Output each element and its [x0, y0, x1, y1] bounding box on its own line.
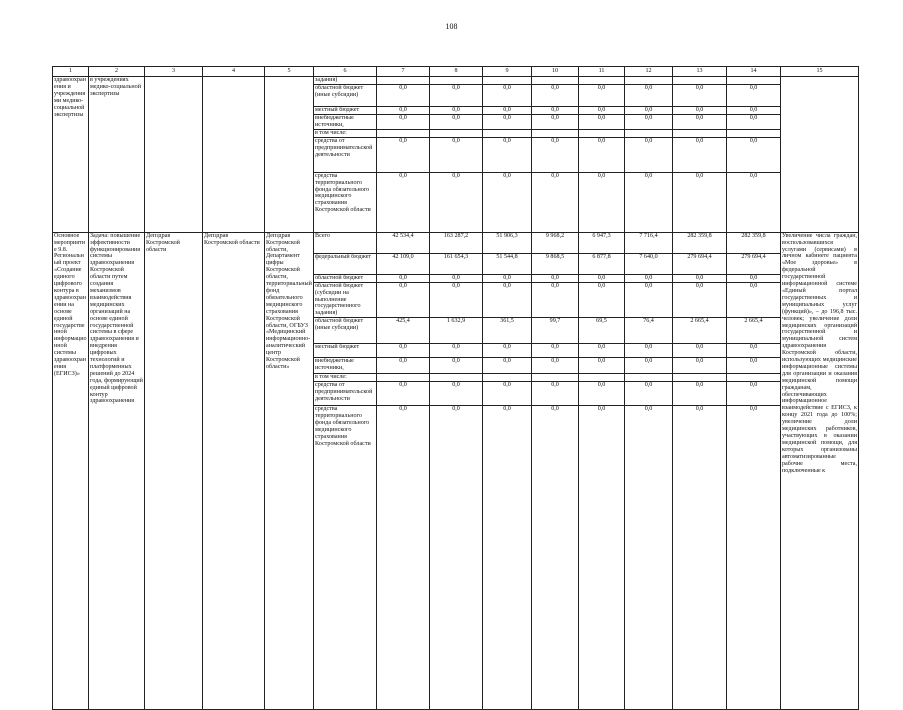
amount-cell: 0,0 [377, 85, 430, 107]
amount-cell: 99,7 [532, 318, 579, 344]
amount-cell: 0,0 [625, 382, 673, 406]
amount-cell: 361,5 [483, 318, 532, 344]
table-row [53, 232, 859, 253]
amount-cell: 51 906,3 [483, 232, 532, 253]
table-row [53, 77, 859, 85]
amount-cell [579, 129, 625, 137]
funding-source-label: областной бюджет (иные субсидии) [314, 318, 377, 344]
amount-cell: 0,0 [727, 358, 781, 374]
amount-cell: 0,0 [673, 85, 727, 107]
funding-source-label: внебюджетные источники, [314, 115, 377, 130]
amount-cell: 9 968,2 [532, 232, 579, 253]
amount-cell: 0,0 [377, 107, 430, 115]
amount-cell: 0,0 [579, 282, 625, 318]
amount-cell [377, 374, 430, 382]
expected-result: Увеличение числа граждан, воспользовавшихся услугами (сервисами) в личном кабинете пациента «Мое здоровье» в федеральной государственной информационной системе «Единый портал государственных и муниципальных услуг (функций)», – до 196,8 тыс. человек; увеличение доли медицинских организаций государственной и муниципальной систем здравоохранения Костромской области, использующих медицинские информационные системы для организации и оказания медицинской помощи гражданам, обеспечивающих информационное взаимодействие с ЕГИСЗ, к концу 2021 года до 100%; увеличение доли медицинских работников, участвующих в оказании медицинской помощи, для которых организованы автоматизированные рабочие места, подключенные к [781, 232, 859, 709]
column-header: 2 [89, 67, 145, 77]
funding-source-label: внебюджетные источники, [314, 358, 377, 374]
amount-cell: 0,0 [430, 115, 483, 130]
funding-source-label: федеральный бюджет [314, 253, 377, 274]
amount-cell: 0,0 [532, 274, 579, 282]
amount-cell: 0,0 [430, 344, 483, 358]
amount-cell: 0,0 [625, 282, 673, 318]
amount-cell: 0,0 [483, 382, 532, 406]
amount-cell: 163 287,2 [430, 232, 483, 253]
amount-cell: 0,0 [377, 172, 430, 232]
column-header: 1 [53, 67, 89, 77]
amount-cell [430, 374, 483, 382]
amount-cell: 0,0 [625, 406, 673, 710]
amount-cell: 0,0 [532, 344, 579, 358]
funding-source-label: Всего [314, 232, 377, 253]
amount-cell: 0,0 [377, 137, 430, 172]
amount-cell: 0,0 [579, 137, 625, 172]
amount-cell: 0,0 [673, 107, 727, 115]
amount-cell: 0,0 [377, 344, 430, 358]
amount-cell: 0,0 [727, 282, 781, 318]
amount-cell [727, 129, 781, 137]
amount-cell: 161 654,3 [430, 253, 483, 274]
funding-source-label: местный бюджет [314, 107, 377, 115]
column-header: 9 [483, 67, 532, 77]
column-header: 6 [314, 67, 377, 77]
amount-cell: 6 947,3 [579, 232, 625, 253]
column-header: 4 [203, 67, 265, 77]
amount-cell: 0,0 [673, 282, 727, 318]
amount-cell: 0,0 [430, 85, 483, 107]
amount-cell: 0,0 [377, 274, 430, 282]
funding-source-label: областной бюджет (иные субсидии) [314, 85, 377, 107]
amount-cell: 0,0 [377, 406, 430, 710]
amount-cell: 0,0 [727, 115, 781, 130]
amount-cell [483, 77, 532, 85]
amount-cell: 2 665,4 [673, 318, 727, 344]
participants [265, 77, 314, 233]
amount-cell [532, 129, 579, 137]
column-header: 5 [265, 67, 314, 77]
amount-cell: 0,0 [625, 358, 673, 374]
amount-cell: 0,0 [483, 85, 532, 107]
amount-cell: 0,0 [579, 344, 625, 358]
amount-cell: 0,0 [532, 358, 579, 374]
amount-cell: 2 665,4 [727, 318, 781, 344]
amount-cell: 0,0 [483, 107, 532, 115]
amount-cell: 0,0 [625, 274, 673, 282]
amount-cell: 0,0 [673, 274, 727, 282]
amount-cell: 0,0 [579, 382, 625, 406]
amount-cell: 0,0 [430, 137, 483, 172]
column-header: 10 [532, 67, 579, 77]
amount-cell: 9 868,5 [532, 253, 579, 274]
amount-cell: 0,0 [727, 274, 781, 282]
amount-cell: 0,0 [532, 172, 579, 232]
amount-cell: 0,0 [483, 274, 532, 282]
amount-cell: 0,0 [625, 137, 673, 172]
amount-cell [430, 129, 483, 137]
column-header: 3 [145, 67, 203, 77]
amount-cell [430, 77, 483, 85]
amount-cell: 0,0 [727, 406, 781, 710]
row-description: здравоохранения и учреждениями медико-социальной экспертизы [53, 77, 89, 233]
amount-cell: 0,0 [673, 382, 727, 406]
amount-cell: 0,0 [532, 406, 579, 710]
coexecutor [203, 77, 265, 233]
amount-cell [727, 374, 781, 382]
funding-source-label: задания) [314, 77, 377, 85]
amount-cell [377, 77, 430, 85]
amount-cell: 0,0 [673, 406, 727, 710]
amount-cell: 6 877,8 [579, 253, 625, 274]
page-number: 108 [445, 22, 458, 31]
amount-cell: 0,0 [377, 382, 430, 406]
amount-cell: 0,0 [430, 282, 483, 318]
amount-cell: 1 632,9 [430, 318, 483, 344]
amount-cell: 0,0 [727, 382, 781, 406]
amount-cell [673, 374, 727, 382]
amount-cell: 0,0 [579, 358, 625, 374]
amount-cell: 0,0 [532, 282, 579, 318]
amount-cell: 69,5 [579, 318, 625, 344]
amount-cell: 0,0 [532, 382, 579, 406]
amount-cell: 0,0 [579, 406, 625, 710]
amount-cell [625, 77, 673, 85]
amount-cell: 279 694,4 [727, 253, 781, 274]
column-header: 11 [579, 67, 625, 77]
header-row [53, 67, 859, 77]
funding-source-label: средства от предпринимательской деятельности [314, 137, 377, 172]
amount-cell: 0,0 [532, 107, 579, 115]
budget-table [52, 66, 859, 710]
amount-cell: 0,0 [483, 282, 532, 318]
amount-cell: 0,0 [483, 172, 532, 232]
column-header: 12 [625, 67, 673, 77]
amount-cell: 0,0 [377, 115, 430, 130]
amount-cell: 0,0 [430, 107, 483, 115]
amount-cell: 0,0 [377, 358, 430, 374]
amount-cell [673, 129, 727, 137]
funding-source-label: средства территориального фонда обязательного медицинского страхования Костромской области [314, 172, 377, 232]
expected-result [781, 77, 859, 233]
amount-cell [483, 374, 532, 382]
amount-cell [532, 374, 579, 382]
amount-cell: 42 109,0 [377, 253, 430, 274]
column-header: 8 [430, 67, 483, 77]
amount-cell: 0,0 [579, 172, 625, 232]
amount-cell: 0,0 [727, 344, 781, 358]
amount-cell: 0,0 [430, 382, 483, 406]
amount-cell [579, 374, 625, 382]
funding-source-label: местный бюджет [314, 344, 377, 358]
funding-source-label: в том числе: [314, 129, 377, 137]
amount-cell [625, 129, 673, 137]
amount-cell: 0,0 [430, 358, 483, 374]
row-task: в учреждениях медико-социальной экспертизы [89, 77, 145, 233]
amount-cell: 0,0 [430, 406, 483, 710]
amount-cell: 0,0 [579, 107, 625, 115]
amount-cell: 0,0 [625, 344, 673, 358]
amount-cell: 0,0 [727, 85, 781, 107]
amount-cell: 0,0 [483, 406, 532, 710]
amount-cell [625, 374, 673, 382]
amount-cell: 0,0 [625, 107, 673, 115]
amount-cell: 0,0 [625, 172, 673, 232]
amount-cell: 425,4 [377, 318, 430, 344]
amount-cell: 0,0 [483, 137, 532, 172]
participants: Депздрав Костромской области, Департамент цифры Костромской области, территориальный фонд обязательного медицинского страхования Костромской области, ОГБУЗ «Медицинский информационно-аналитический центр Костромской области» [265, 232, 314, 709]
amount-cell: 0,0 [579, 274, 625, 282]
funding-source-label: областной бюджет [314, 274, 377, 282]
responsible-executor [145, 77, 203, 233]
amount-cell: 0,0 [483, 115, 532, 130]
amount-cell: 0,0 [727, 107, 781, 115]
coexecutor: Депздрав Костромской области [203, 232, 265, 709]
amount-cell: 0,0 [532, 137, 579, 172]
amount-cell: 0,0 [377, 282, 430, 318]
row-description: Основное мероприятие 9.8. Региональный проект «Создание единого цифрового контура в здравоохранении на основе единой государственной информационной системы здравоохранения (ЕГИСЗ)» [53, 232, 89, 709]
amount-cell: 0,0 [673, 344, 727, 358]
column-header: 7 [377, 67, 430, 77]
funding-source-label: средства от предпринимательской деятельности [314, 382, 377, 406]
column-header: 15 [781, 67, 859, 77]
amount-cell [377, 129, 430, 137]
funding-source-label: в том числе: [314, 374, 377, 382]
amount-cell: 76,4 [625, 318, 673, 344]
amount-cell: 0,0 [579, 85, 625, 107]
amount-cell [532, 77, 579, 85]
amount-cell: 282 359,8 [673, 232, 727, 253]
column-header: 13 [673, 67, 727, 77]
amount-cell: 0,0 [579, 115, 625, 130]
amount-cell: 0,0 [727, 137, 781, 172]
amount-cell: 0,0 [673, 172, 727, 232]
amount-cell: 0,0 [483, 344, 532, 358]
amount-cell: 0,0 [532, 115, 579, 130]
amount-cell: 0,0 [673, 137, 727, 172]
amount-cell [579, 77, 625, 85]
column-header: 14 [727, 67, 781, 77]
amount-cell: 7 640,0 [625, 253, 673, 274]
amount-cell: 0,0 [673, 115, 727, 130]
amount-cell: 0,0 [430, 274, 483, 282]
amount-cell [673, 77, 727, 85]
amount-cell: 51 544,8 [483, 253, 532, 274]
amount-cell: 0,0 [625, 85, 673, 107]
amount-cell: 0,0 [625, 115, 673, 130]
amount-cell: 0,0 [673, 358, 727, 374]
amount-cell [483, 129, 532, 137]
funding-source-label: средства территориального фонда обязательного медицинского страхования Костромской области [314, 406, 377, 710]
amount-cell: 279 694,4 [673, 253, 727, 274]
amount-cell: 0,0 [532, 85, 579, 107]
amount-cell: 0,0 [430, 172, 483, 232]
amount-cell: 42 534,4 [377, 232, 430, 253]
amount-cell [727, 77, 781, 85]
amount-cell: 282 359,8 [727, 232, 781, 253]
funding-source-label: областной бюджет (субсидии на выполнение государственного задания) [314, 282, 377, 318]
amount-cell: 7 716,4 [625, 232, 673, 253]
responsible-executor: Депздрав Костромской области [145, 232, 203, 709]
amount-cell: 0,0 [483, 358, 532, 374]
amount-cell: 0,0 [727, 172, 781, 232]
row-task: Задача: повышение эффективности функционирования системы здравоохранения Костромской области путем создания механизмов взаимодействия медицинских организаций на основе единой государственной системы в сфере здравоохранения и внедрения цифровых технологий и платформенных решений до 2024 года, формирующий единый цифровой контур здравоохранения [89, 232, 145, 709]
